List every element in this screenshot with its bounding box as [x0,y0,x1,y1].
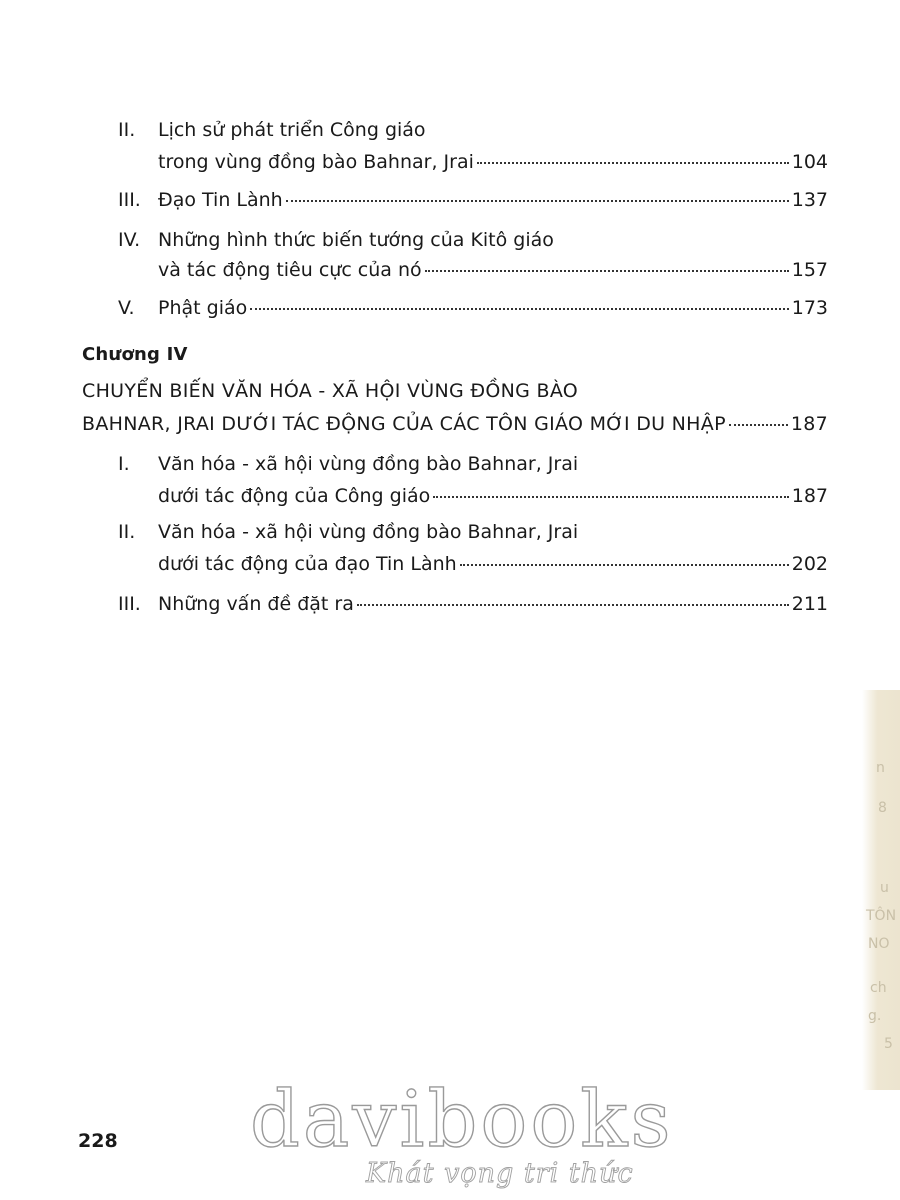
toc-entry-leader [158,258,828,282]
bleed-text: ch [870,980,887,996]
bleed-text: NO [868,936,890,952]
toc-entry[interactable] [118,520,828,580]
chapter-title-line2: BAHNAR, JRAI DƯỚI TÁC ĐỘNG CỦA CÁC TÔN GIÁO MỚI DU NHẬP [82,413,726,435]
toc-entry-page: 173 [791,297,828,319]
toc-entry-page: 202 [791,553,828,575]
dot-leader [357,603,789,606]
toc-entry-page: 137 [791,189,828,211]
bleed-text: 5 [884,1036,893,1052]
toc-entry-leader [158,552,828,576]
dot-leader [425,269,789,272]
toc-entry-title-cont: dưới tác động của Công giáo [158,485,431,507]
toc-entry-title: Văn hóa - xã hội vùng đồng bào Bahnar, Jrai [158,453,579,475]
chapter-title-leader[interactable] [82,412,828,436]
toc-entry-page: 211 [791,593,828,615]
toc-entry[interactable] [118,228,828,288]
toc-entry-number: II. [118,521,136,543]
toc-entry-page: 187 [791,485,828,507]
toc-entry-title: Những vấn đề đặt ra [158,593,354,615]
toc-entry-title: Lịch sử phát triển Công giáo [158,119,426,141]
watermark-tagline: Khát vọng tri thức [366,1158,634,1189]
toc-entry-leader [158,484,828,508]
bleed-text: g. [868,1008,882,1024]
opposite-page-bleed [862,690,900,1090]
dot-leader [729,423,788,426]
dot-leader [433,495,788,498]
toc-entry-title-cont: trong vùng đồng bào Bahnar, Jrai [158,151,474,173]
toc-entry-number: IV. [118,229,141,251]
toc-entry-number: II. [118,119,136,141]
toc-entry-leader [158,150,828,174]
toc-entry-leader [158,188,828,212]
bleed-text: n [876,760,885,776]
dot-leader [460,563,789,566]
toc-entry-title: Phật giáo [158,297,248,319]
chapter-title-line1: CHUYỂN BIẾN VĂN HÓA - XÃ HỘI VÙNG ĐỒNG BÀO [82,380,579,402]
dot-leader [250,307,788,310]
bleed-text: TÔN [866,908,897,924]
toc-entry-leader [158,296,828,320]
toc-entry-title: Đạo Tin Lành [158,189,283,211]
dot-leader [286,199,789,202]
toc-entry-number: I. [118,453,130,475]
watermark-logo: davibooks [250,1075,674,1165]
toc-entry-page: 157 [791,259,828,281]
toc-entry-title: Những hình thức biến tướng của Kitô giáo [158,229,554,251]
toc-entry-page: 104 [791,151,828,173]
bleed-text: 8 [878,800,887,816]
page-number: 228 [78,1130,118,1152]
toc-entry[interactable] [118,188,828,218]
chapter-page: 187 [790,413,828,435]
toc-entry-title-cont: và tác động tiêu cực của nó [158,259,422,281]
toc-entry-leader [158,592,828,616]
dot-leader [477,161,789,164]
toc-entry[interactable] [118,118,828,178]
toc-entry-title: Văn hóa - xã hội vùng đồng bào Bahnar, Jrai [158,521,579,543]
toc-entry-number: III. [118,189,141,211]
chapter-label: Chương IV [82,344,188,365]
toc-entry-number: V. [118,297,135,319]
toc-entry-title-cont: dưới tác động của đạo Tin Lành [158,553,457,575]
toc-entry[interactable] [118,592,828,622]
bleed-text: u [880,880,889,896]
toc-entry-number: III. [118,593,141,615]
toc-entry[interactable] [118,452,828,512]
toc-entry[interactable] [118,296,828,326]
